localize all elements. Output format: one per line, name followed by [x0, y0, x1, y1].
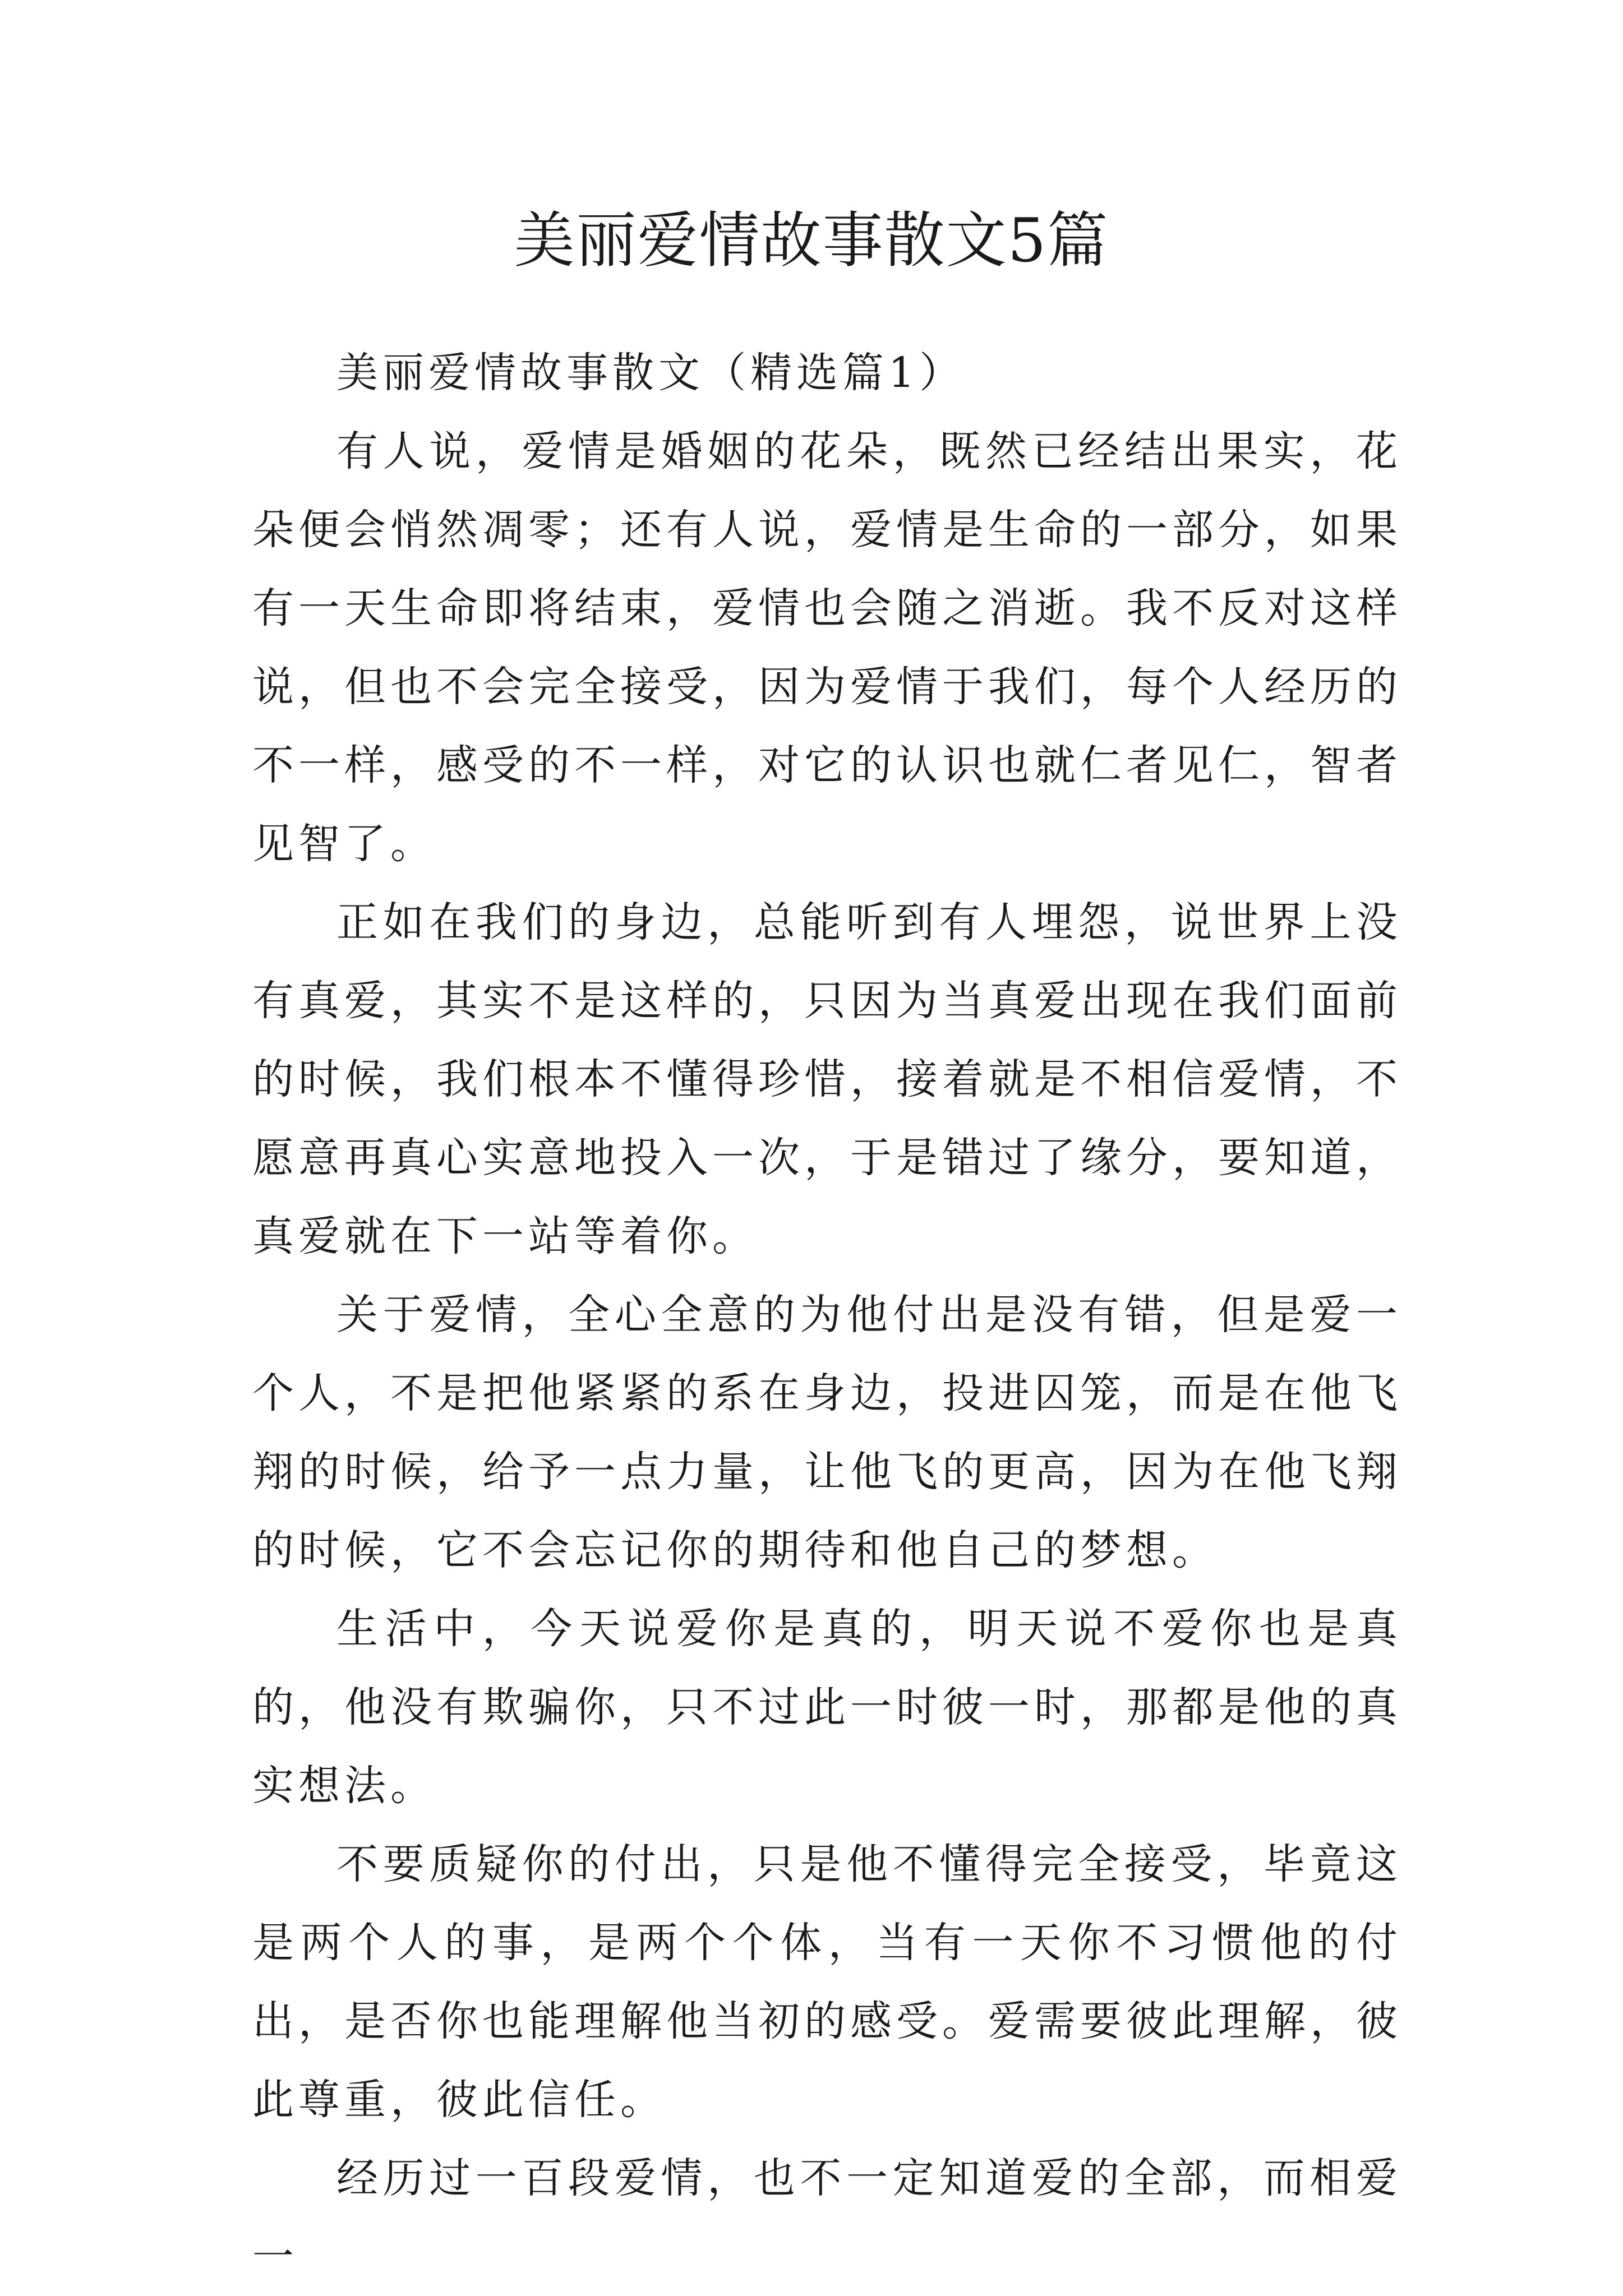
- paragraph: 正如在我们的身边，总能听到有人埋怨，说世界上没有真爱，其实不是这样的，只因为当真爱出现在我们面前的时候，我们根本不懂得珍惜，接着就是不相信爱情，不愿意再真心实意地投入一次，于是错过了缘分，要知道，真爱就在下一站等着你。: [252, 898, 1402, 1260]
- paragraph: 不要质疑你的付出，只是他不懂得完全接受，毕竟这是两个人的事，是两个个体，当有一天你不习惯他的付出，是否你也能理解他当初的感受。爱需要彼此理解，彼此尊重，彼此信任。: [252, 1840, 1402, 2124]
- document-title: 美丽爱情故事散文5篇: [514, 206, 1109, 276]
- paragraph: 有人说，爱情是婚姻的花朵，既然已经结出果实，花朵便会悄然凋零；还有人说，爱情是生命的一部分，如果有一天生命即将结束，爱情也会随之消逝。我不反对这样说，但也不会完全接受，因为爱情于我们，每个人经历的不一样，感受的不一样，对它的认识也就仁者见仁，智者见智了。: [252, 427, 1402, 868]
- paragraph: 生活中，今天说爱你是真的，明天说不爱你也是真的，他没有欺骗你，只不过此一时彼一时，那都是他的真实想法。: [252, 1605, 1402, 1810]
- section-heading: 美丽爱情故事散文（精选篇1）: [336, 349, 966, 397]
- document-body: [252, 334, 1402, 2296]
- paragraph: 关于爱情，全心全意的为他付出是没有错，但是爱一个人，不是把他紧紧的系在身边，投进囚笼，而是在他飞翔的时候，给予一点力量，让他飞的更高，因为在他飞翔的时候，它不会忘记你的期待和他自己的梦想。: [252, 1291, 1402, 1574]
- paragraph: 经历过一百段爱情，也不一定知道爱的全部，而相爱一: [252, 2154, 1402, 2281]
